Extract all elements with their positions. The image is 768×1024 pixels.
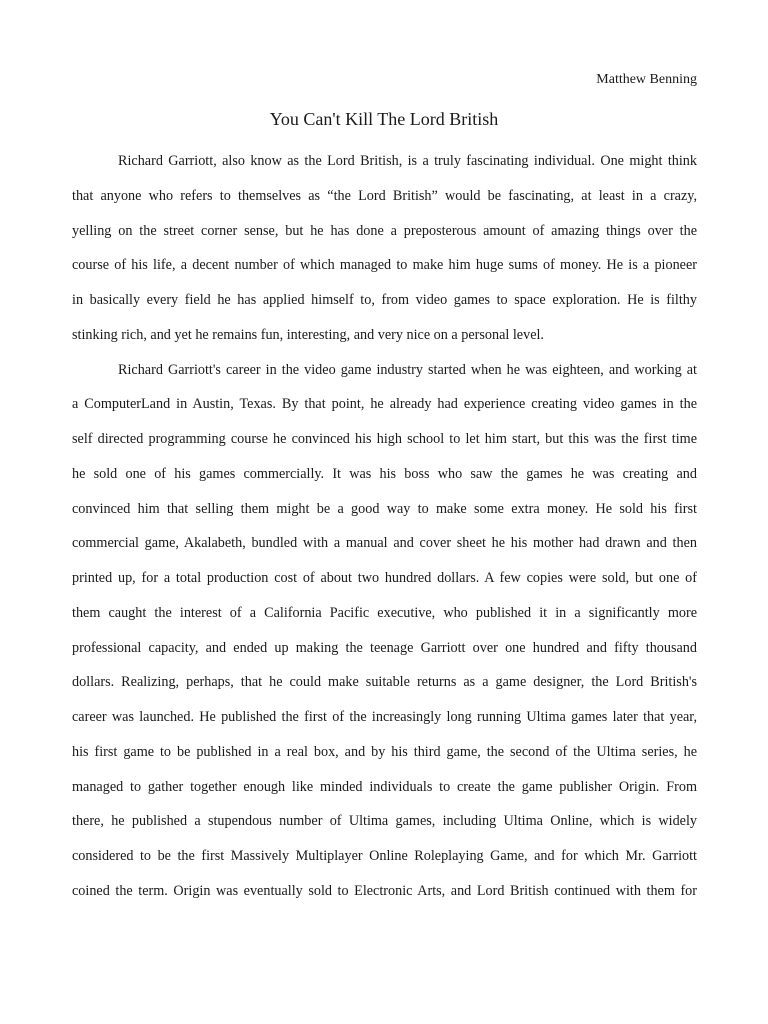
paragraph-2-line: printed up, for a total production cost of about two hundred dollars. A few copies were sold, but one of	[72, 570, 697, 586]
paragraph-2-line: career was launched. He published the first of the increasingly long running Ultima games later that year,	[72, 709, 697, 725]
paragraph-2-line: he sold one of his games commercially. It was his boss who saw the games he was creating and	[72, 465, 697, 482]
paragraph-2-line: professional capacity, and ended up making the teenage Garriott over one hundred and fifty thousand	[72, 639, 697, 656]
essay-body	[72, 149, 697, 914]
paragraph-2-line: them caught the interest of a California Pacific executive, who published it in a significantly more	[72, 604, 697, 621]
paragraph-2-line: convinced him that selling them might be a good way to make some extra money. He sold his first	[72, 500, 697, 517]
paragraph-1-line: Richard Garriott, also know as the Lord British, is a truly fascinating individual. One might think	[118, 153, 697, 169]
paragraph-2-line: dollars. Realizing, perhaps, that he could make suitable returns as a game designer, the Lord British's	[72, 674, 697, 691]
paragraph-1-line: that anyone who refers to themselves as “the Lord British” would be fascinating, at least in a crazy,	[72, 187, 697, 204]
paragraph-2-line: considered to be the first Massively Multiplayer Online Roleplaying Game, and for which Mr. Garriott	[72, 848, 697, 864]
paragraph-2-line: coined the term. Origin was eventually sold to Electronic Arts, and Lord British continued with them for	[72, 882, 697, 899]
paragraph-2-line: managed to gather together enough like minded individuals to create the game publisher Origin. From	[72, 778, 697, 795]
paragraph-2-line: his first game to be published in a real box, and by his third game, the second of the Ultima series, he	[72, 743, 697, 760]
paragraph-2-line: self directed programming course he convinced his high school to let him start, but this was the first time	[72, 431, 697, 447]
paragraph-2-line: a ComputerLand in Austin, Texas. By that point, he already had experience creating video games in the	[72, 396, 697, 413]
author-name: Matthew Benning	[596, 72, 697, 87]
paragraph-1-line: course of his life, a decent number of which managed to make him huge sums of money. He is a pioneer	[72, 257, 697, 274]
paragraph-2-line: there, he published a stupendous number of Ultima games, including Ultima Online, which is widely	[72, 813, 697, 830]
paragraph-2-line: commercial game, Akalabeth, bundled with a manual and cover sheet he his mother had drawn and then	[72, 535, 697, 552]
essay-title: You Can't Kill The Lord British	[269, 109, 499, 129]
paragraph-1-line: in basically every field he has applied himself to, from video games to space exploration. He is filthy	[72, 292, 697, 308]
paragraph-2-line: Richard Garriott's career in the video game industry started when he was eighteen, and working at	[118, 361, 697, 378]
paragraph-1-line: stinking rich, and yet he remains fun, interesting, and very nice on a personal level.	[72, 326, 544, 343]
paragraph-1-line: yelling on the street corner sense, but he has done a preposterous amount of amazing things over the	[72, 222, 697, 239]
